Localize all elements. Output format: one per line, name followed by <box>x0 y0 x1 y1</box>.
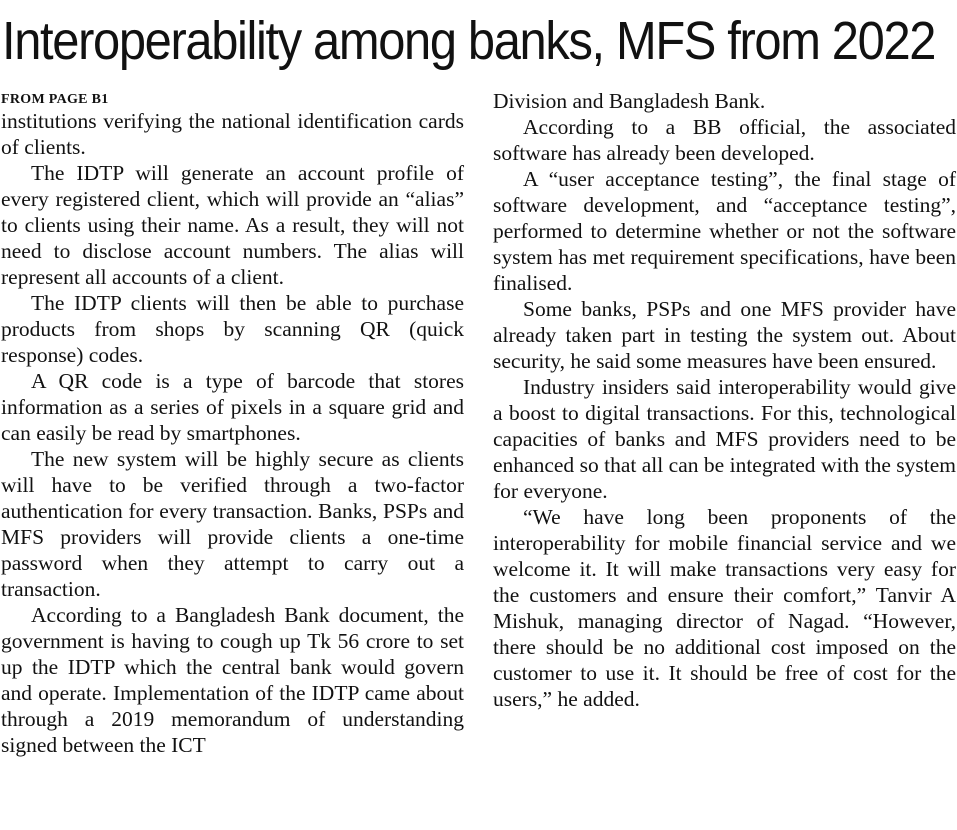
paragraph: Some banks, PSPs and one MFS provider have already taken part in testing the system out. About security, he said some measures have been ensured. <box>493 297 956 373</box>
paragraph: The IDTP will generate an account profile of every registered client, which will provide an “alias” to clients using their name. As a result, they will not need to disclose account numbers. The alias will represent all accounts of a client. <box>1 161 464 289</box>
paragraph: A “user acceptance testing”, the final stage of software development, and “acceptance testing”, performed to determine whether or not the software system has met requirement specifications, have been finalised. <box>493 167 956 295</box>
paragraph: Industry insiders said interoperability would give a boost to digital transactions. For this, technological capacities of banks and MFS providers need to be enhanced so that all can be integrated with the system for everyone. <box>493 375 956 503</box>
paragraph: Division and Bangladesh Bank. <box>493 89 766 113</box>
continuation-kicker: FROM PAGE B1 <box>1 92 109 107</box>
article-column-right <box>493 88 956 712</box>
headline: Interoperability among banks, MFS from 2022 <box>2 11 936 71</box>
article-column-left <box>1 91 464 758</box>
paragraph: According to a BB official, the associated software has already been developed. <box>493 115 956 165</box>
paragraph: “We have long been proponents of the interoperability for mobile financial service and we welcome it. It will make transactions very easy for the customers and ensure their comfort,” Tanvir A Mishuk, managing director of Nagad. “However, there should be no additional cost imposed on the customer to use it. It should be free of cost for the users,” he added. <box>493 505 956 711</box>
paragraph: A QR code is a type of barcode that stores information as a series of pixels in a square grid and can easily be read by smartphones. <box>1 369 464 445</box>
paragraph: The new system will be highly secure as clients will have to be verified through a two-factor authentication for every transaction. Banks, PSPs and MFS providers will provide clients a one-time password when they attempt to carry out a transaction. <box>1 447 464 601</box>
paragraph: institutions verifying the national identification cards of clients. <box>1 109 464 159</box>
paragraph: According to a Bangladesh Bank document, the government is having to cough up Tk 56 crore to set up the IDTP which the central bank would govern and operate. Implementation of the IDTP came about through a 2019 memorandum of understanding signed between the ICT <box>1 603 464 757</box>
paragraph: The IDTP clients will then be able to purchase products from shops by scanning QR (quick response) codes. <box>1 291 464 367</box>
